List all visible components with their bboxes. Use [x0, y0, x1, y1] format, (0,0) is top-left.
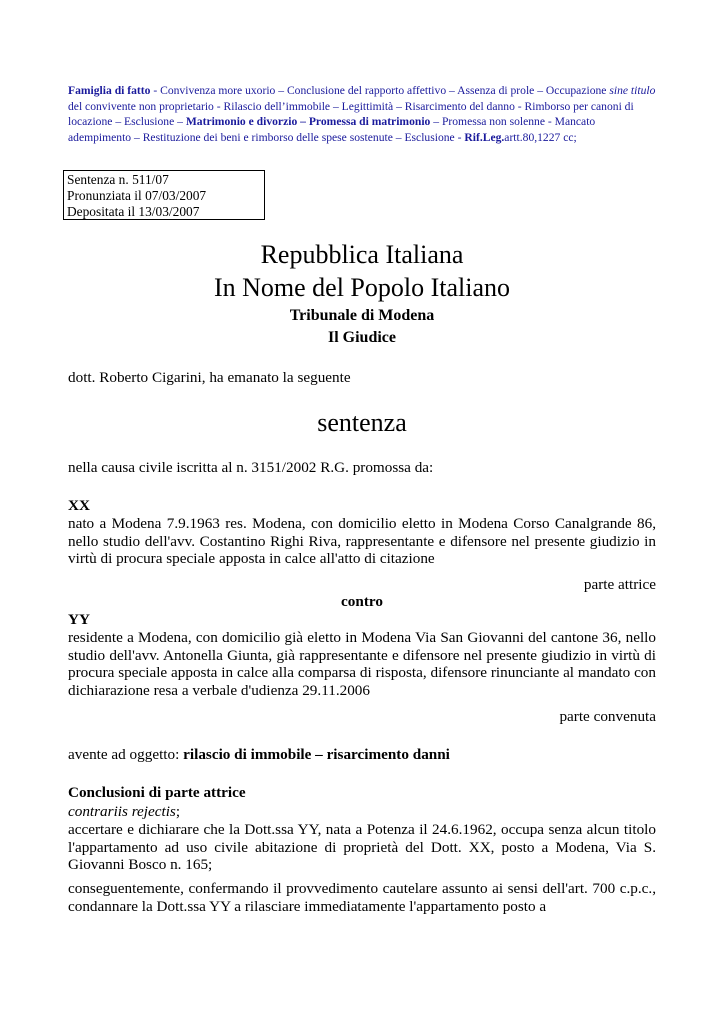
- heading-tribunale: Tribunale di Modena: [289, 307, 435, 324]
- deposited-date: Depositata il 13/03/2007: [67, 204, 200, 219]
- case-line: nella causa civile iscritta al n. 3151/2002 R.G. promossa da:: [68, 459, 434, 476]
- keyword-text: - Convivenza more uxorio – Conclusione del rapporto affettivo – Assenza di prole – Occupazione: [150, 84, 610, 97]
- keyword-famiglia: Famiglia di fatto: [68, 84, 151, 97]
- keyword-articles: artt.80,1227 cc;: [504, 130, 577, 144]
- contro-label: contro: [341, 593, 383, 610]
- sentence-meta-box: [63, 170, 265, 220]
- heading-popolo: In Nome del Popolo Italiano: [213, 273, 511, 302]
- contrariis-punct: ;: [175, 803, 181, 820]
- pronounced-date: Pronunziata il 07/03/2007: [67, 188, 207, 203]
- plaintiff-name: XX: [68, 497, 90, 514]
- keyword-sine-titulo: sine titulo: [609, 84, 656, 97]
- keyword-rif-leg: Rif.Leg.: [464, 130, 505, 144]
- sentenza-title: sentenza: [317, 408, 407, 437]
- contrariis-text: contrariis rejectis: [68, 803, 176, 820]
- subject-label: avente ad oggetto:: [68, 746, 184, 763]
- subject-value: rilascio di immobile – risarcimento danni: [183, 746, 450, 763]
- sentence-number: Sentenza n. 511/07: [67, 172, 169, 187]
- keyword-text: – Promessa non solenne - Mancato adempimento – Restituzione dei beni e rimborso delle spese sostenute – Esclusione -: [68, 115, 596, 144]
- defendant-details: residente a Modena, con domicilio già eletto in Modena Via San Giovanni del cantone 36, nello studio dell'avv. Antonella Giunta, già rappresentante e difensore nel presente giudizio in virtù di procura speciale apposta in calce alla comparsa di risposta, difensore rinunciante al mandato con dichiarazione resa a verbale d'udienza 29.11.2006: [68, 629, 656, 699]
- contrariis-line: [68, 803, 656, 821]
- heading-giudice: Il Giudice: [327, 329, 396, 346]
- plaintiff-role: parte attrice: [583, 576, 656, 593]
- defendant-role: parte convenuta: [559, 708, 656, 725]
- conclusion-conseguentemente: conseguentemente, confermando il provvedimento cautelare assunto ai sensi dell'art. 700 c.p.c., condannare la Dott.ssa YY a rilasciare immediatamente l'appartamento posto a: [68, 880, 656, 915]
- defendant-name: YY: [68, 611, 90, 628]
- judge-line: dott. Roberto Cigarini, ha emanato la seguente: [68, 369, 351, 386]
- conclusions-heading: Conclusioni di parte attrice: [68, 784, 246, 801]
- heading-repubblica: Repubblica Italiana: [260, 240, 464, 269]
- keyword-matrimonio: Matrimonio e divorzio – Promessa di matrimonio: [185, 115, 431, 129]
- subject-line: [68, 746, 656, 764]
- keywords-summary: [68, 83, 658, 145]
- keyword-text: del convivente non proprietario - Rilascio dell’immobile – Legittimità – Risarcimento del danno - Rimborso per canoni di locazione – Esclusione –: [68, 99, 634, 129]
- conclusion-accertare: accertare e dichiarare che la Dott.ssa YY, nata a Potenza il 24.6.1962, occupa senza alcun titolo l'appartamento ad uso civile abitazione di proprietà del Dott. XX, posto a Modena, Via S. Giovanni Bosco n. 165;: [68, 821, 656, 874]
- plaintiff-details: nato a Modena 7.9.1963 res. Modena, con domicilio eletto in Modena Corso Canalgrande 86, nello studio dell'avv. Costantino Righi Riva, rappresentante e difensore nel presente giudizio in virtù di procura speciale apposta in calce all'atto di citazione: [68, 515, 656, 568]
